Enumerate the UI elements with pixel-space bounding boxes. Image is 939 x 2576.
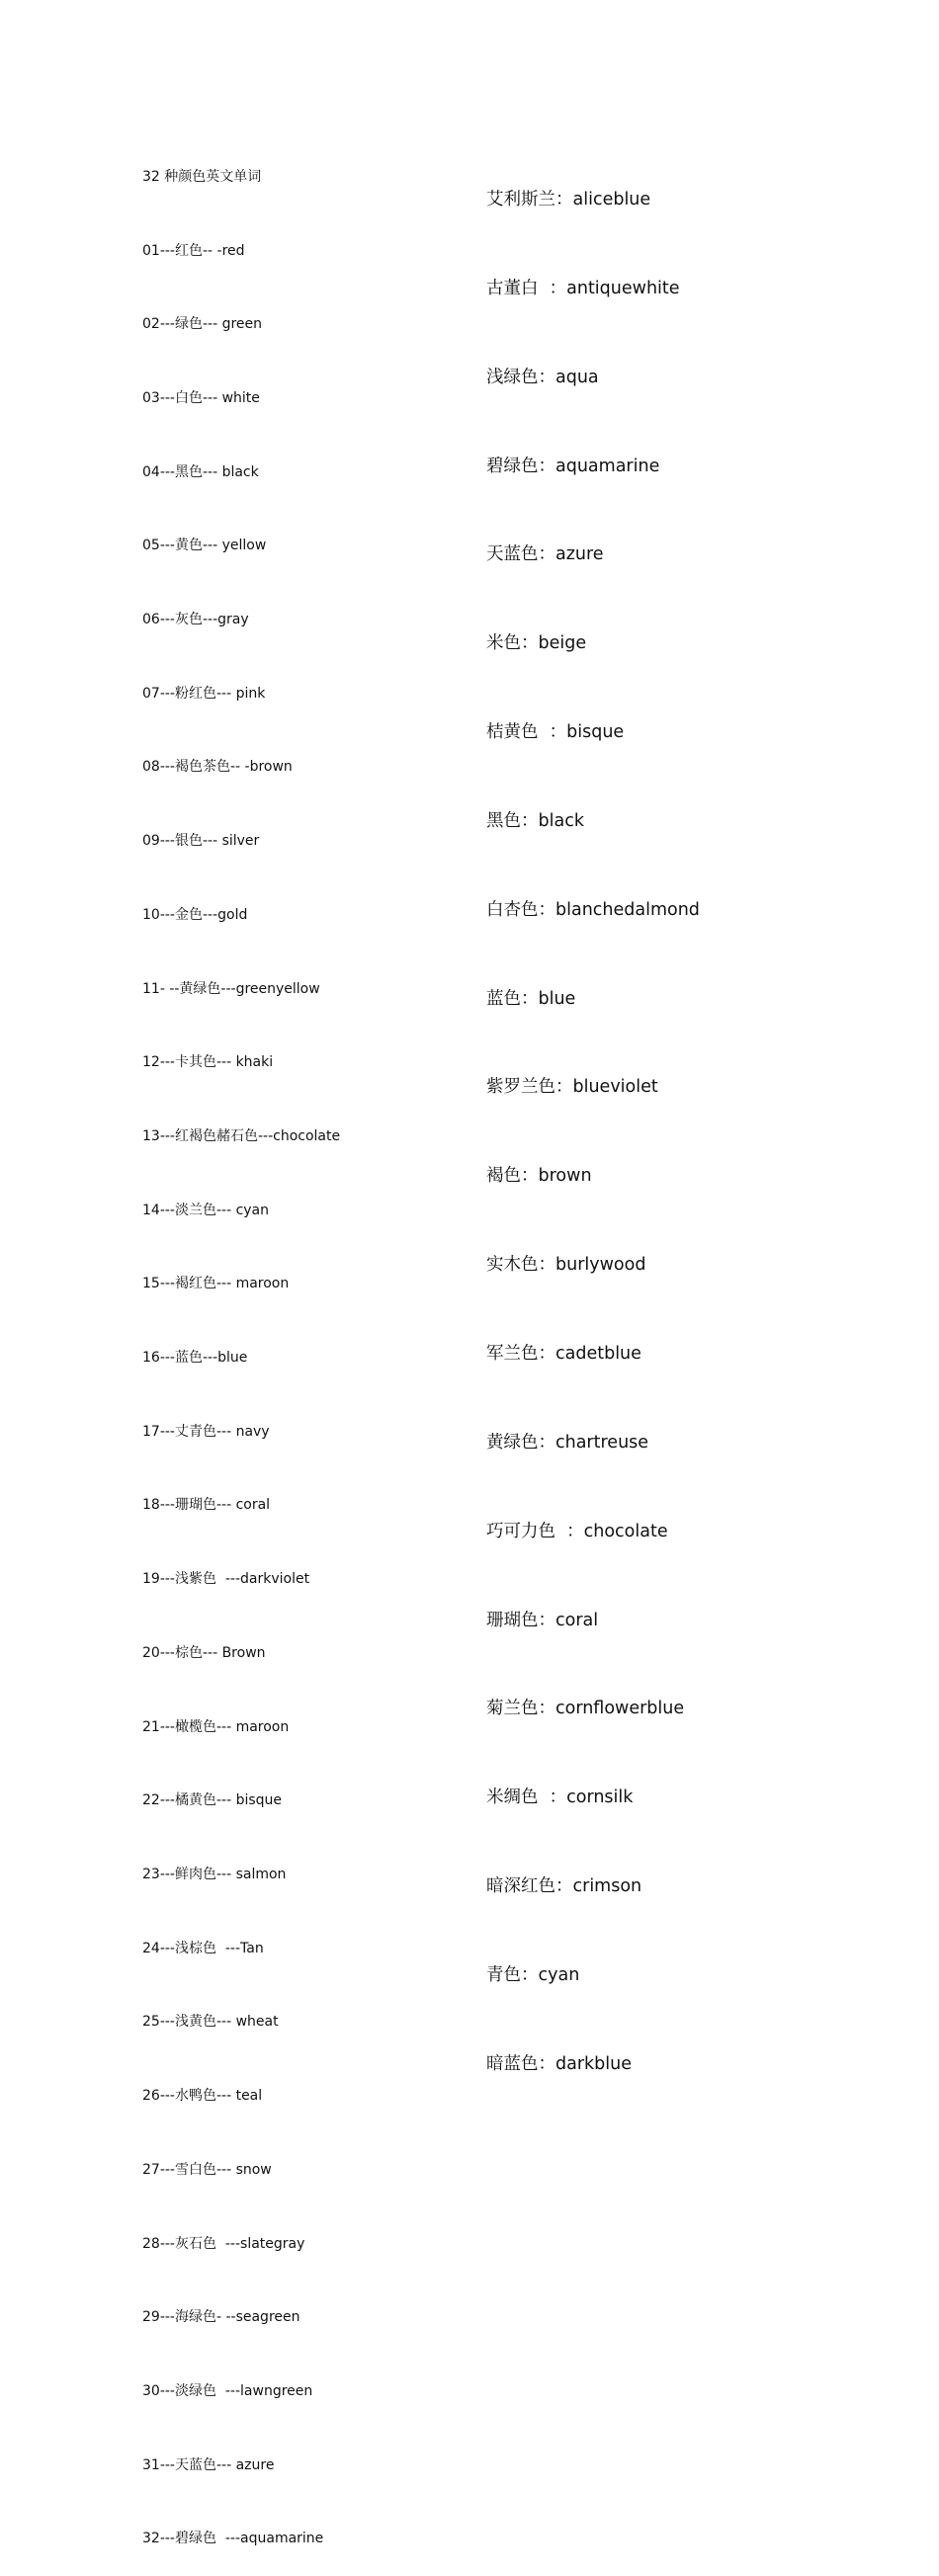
list-item: 17---丈青色--- navy (142, 1423, 270, 1440)
list-item: 22---橘黄色--- bisque (142, 1792, 283, 1809)
list-item: 11- --黄绿色---greenyellow (142, 980, 320, 997)
list-item: 07---粉红色--- pink (142, 685, 266, 702)
list-item: 16---蓝色---blue (142, 1350, 248, 1367)
list-item: 14---淡兰色--- cyan (142, 1202, 270, 1218)
color-entry: 艾利斯兰：aliceblue (486, 190, 651, 209)
list-item: 32---碧绿色 ---aquamarine (142, 2531, 324, 2547)
color-entry: 珊瑚色：coral (486, 1610, 599, 1630)
color-entry: 米绸色 ：cornsilk (486, 1787, 634, 1808)
color-entry: 浅绿色：aqua (486, 367, 599, 387)
list-item: 03---白色--- white (142, 389, 260, 406)
color-entry: 紫罗兰色：blueviolet (486, 1077, 658, 1098)
list-item: 21---橄榄色--- maroon (142, 1718, 290, 1735)
list-item: 30---淡绿色 ---lawngreen (142, 2382, 313, 2399)
list-item: 29---海绿色- --seagreen (142, 2309, 300, 2326)
color-entry: 褐色：brown (486, 1166, 592, 1187)
color-entry: 黄绿色：chartreuse (486, 1432, 649, 1453)
list-item: 31---天蓝色--- azure (142, 2456, 275, 2473)
list-item: 09---银色--- silver (142, 833, 260, 850)
color-entry: 米色：beige (486, 633, 587, 654)
color-list-numbered (142, 116, 439, 2576)
color-entry: 暗深红色：crimson (486, 1876, 642, 1897)
list-item: 18---珊瑚色--- coral (142, 1497, 271, 1514)
color-entry: 菊兰色：cornflowerblue (486, 1699, 685, 1719)
list-item: 04---黑色--- black (142, 463, 259, 480)
list-item: 26---水鸭色--- teal (142, 2088, 263, 2105)
list-item: 23---鲜肉色--- salmon (142, 1866, 287, 1882)
color-entry: 天蓝色：azure (486, 544, 604, 565)
color-entry: 白杏色：blanchedalmond (486, 899, 700, 920)
list-item: 28---灰石色 ---slategray (142, 2235, 305, 2252)
list-item: 06---灰色---gray (142, 612, 249, 628)
color-entry: 蓝色：blue (486, 988, 576, 1009)
list-item: 15---褐红色--- maroon (142, 1276, 290, 1292)
color-entry: 碧绿色：aquamarine (486, 456, 660, 476)
color-entry: 黑色：black (486, 810, 584, 831)
list-item: 05---黄色--- yellow (142, 538, 267, 554)
color-entry: 古董白 ：antiquewhite (486, 278, 680, 298)
list-item: 20---棕色--- Brown (142, 1644, 266, 1661)
list-item: 10---金色---gold (142, 906, 248, 923)
color-entry: 实木色：burlywood (486, 1255, 646, 1276)
color-list-web-names (486, 145, 901, 2119)
list-title: 32 种颜色英文单词 (142, 168, 262, 185)
list-item: 12---卡其色--- khaki (142, 1054, 274, 1071)
list-item: 24---浅棕色 ---Tan (142, 1940, 264, 1956)
color-entry: 暗蓝色：darkblue (486, 2053, 632, 2074)
color-entry: 军兰色：cadetblue (486, 1343, 641, 1364)
list-item: 02---绿色--- green (142, 316, 263, 333)
list-item: 27---雪白色--- snow (142, 2161, 272, 2178)
list-item: 25---浅黄色--- wheat (142, 2014, 279, 2031)
list-item: 01---红色-- -red (142, 242, 245, 259)
list-item: 08---褐色茶色-- -brown (142, 759, 293, 776)
color-entry: 桔黄色 ：bisque (486, 722, 625, 743)
color-entry: 青色：cyan (486, 1964, 580, 1985)
list-item: 19---浅紫色 ---darkviolet (142, 1571, 310, 1588)
list-item: 13---红褐色赭石色---chocolate (142, 1127, 341, 1144)
color-entry: 巧可力色 ：chocolate (486, 1521, 668, 1541)
